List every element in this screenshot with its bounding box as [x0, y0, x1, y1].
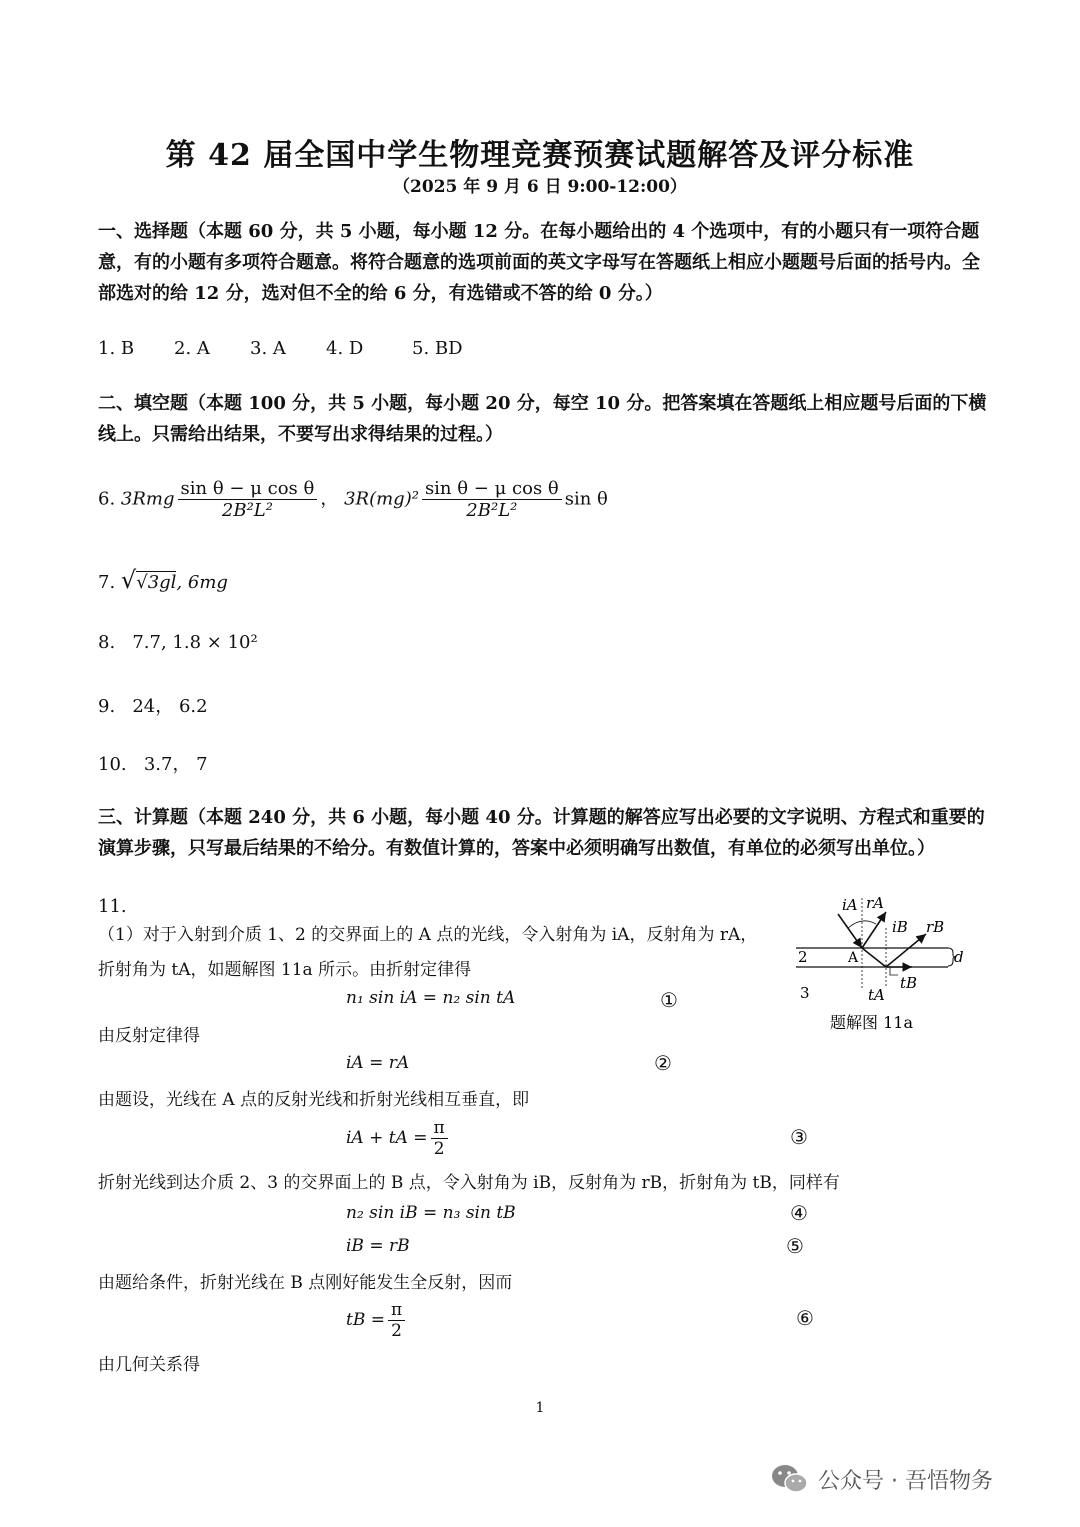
q6-a1-den: 2B²L² [221, 500, 273, 521]
q6-sep: ， [320, 488, 339, 510]
q6-a2-den: 2B²L² [466, 500, 518, 521]
section3-instructions: 三、计算题（本题 240 分，共 6 小题，每小题 40 分。计算题的解答应写出必要的文字说明、方程式和重要的演算步骤，只写最后结果的不给分。有数值计算的，答案中必须明确写出数值，有单位的必须写出单位。） [98, 807, 985, 859]
figure-11a [788, 888, 978, 1038]
answer-8 [98, 632, 258, 653]
q11-label: 11. [98, 896, 127, 917]
eq1: n₁ sin iA = n₂ sin tA [346, 988, 516, 1008]
right-angle-mark [890, 967, 898, 975]
eq1-number: ① [660, 988, 678, 1012]
label-ia: iA [842, 896, 858, 914]
eq5-number: ⑤ [786, 1234, 804, 1258]
refracted-ray-a [862, 948, 886, 967]
wechat-logo-icon [770, 1462, 810, 1500]
eq6-lhs: tB = [346, 1310, 385, 1330]
answer-6 [98, 478, 608, 521]
label-rb: rB [926, 918, 945, 936]
answer-7: 7. √√3gl, 6mg [98, 566, 228, 594]
label-medium-3: 3 [800, 984, 810, 1002]
answer-1: 1. B [98, 338, 135, 359]
q11-p2: 折射角为 tA，如题解图 11a 所示。由折射定律得 [98, 960, 472, 980]
answer-9 [98, 692, 208, 718]
q9-text: 24， 6.2 [132, 696, 208, 717]
q6-a1-coef: 3Rmg [120, 488, 175, 510]
eq5: iB = rB [346, 1236, 410, 1256]
label-tb: tB [900, 974, 918, 992]
label-d: d [954, 948, 964, 966]
page-subtitle: （2025 年 9 月 6 日 9:00-12:00） [393, 177, 687, 197]
label-medium-2: 2 [798, 948, 808, 966]
q11-p3: 由反射定律得 [98, 1026, 200, 1046]
q11-p1: （1）对于入射到介质 1、2 的交界面上的 A 点的光线，令入射角为 iA，反射角为 rA， [98, 925, 758, 945]
q9-label: 9. [98, 696, 116, 717]
q11-p6: 由题给条件，折射光线在 B 点刚好能发生全反射，因而 [98, 1273, 513, 1293]
page-number: 1 [535, 1400, 545, 1416]
q11-p7: 由几何关系得 [98, 1355, 200, 1375]
q7-label: 7. [98, 572, 116, 593]
eq4: n₂ sin iB = n₃ sin tB [346, 1203, 516, 1223]
q6-label: 6. [98, 488, 116, 510]
q8-text: 7.7, 1.8 × 10² [132, 632, 258, 653]
q10-label: 10. [98, 754, 127, 775]
q7-rest: , 6mg [176, 572, 228, 593]
eq3-lhs: iA + tA = [346, 1128, 428, 1148]
answer-3: 3. A [250, 338, 286, 359]
incident-ray [838, 914, 862, 948]
eq3-num: π [431, 1118, 448, 1139]
eq6 [346, 1300, 408, 1341]
eq6-num: π [388, 1300, 405, 1321]
eq3 [346, 1118, 451, 1159]
q7-radicand: √3gl [136, 572, 177, 593]
q11-p4: 由题设，光线在 A 点的反射光线和折射光线相互垂直，即 [98, 1090, 530, 1110]
section2-instructions: 二、填空题（本题 100 分，共 5 小题，每小题 20 分，每空 10 分。把答案填在答题纸上相应题号后面的下横线上。只需给出结果，不要写出求得结果的过程。） [98, 393, 987, 445]
page-title: 第 42 届全国中学生物理竞赛预赛试题解答及评分标准 [165, 138, 915, 173]
eq2: iA = rA [346, 1053, 410, 1073]
label-point-a: A [848, 950, 859, 966]
q10-text: 3.7， 7 [143, 754, 208, 775]
eq6-den: 2 [391, 1321, 402, 1341]
q6-a2-coef: 3R(mg)² [344, 488, 419, 510]
figure-caption: 题解图 11a [830, 1013, 913, 1032]
q6-a2-tail: sin θ [564, 488, 608, 510]
label-ib: iB [892, 918, 908, 936]
reflected-ray-b [886, 934, 926, 967]
label-ta: tA [868, 986, 885, 1004]
eq3-den: 2 [433, 1139, 445, 1159]
answer-10 [98, 750, 208, 776]
q6-a2-num: sin θ − μ cos θ [422, 478, 562, 500]
q8-label: 8. [98, 632, 116, 653]
eq3-number: ③ [790, 1125, 808, 1149]
section1-instructions: 一、选择题（本题 60 分，共 5 小题，每小题 12 分。在每小题给出的 4 个选项中，有的小题只有一项符合题意，有的小题有多项符合题意。将符合题意的选项前面的英文字母写在答题纸上相应小题题号后面的括号内。全部选对的给 12 分，选对但不全的给 6 分，有选错或不答的给 0 分。） [98, 221, 980, 304]
q11-p5: 折射光线到达介质 2、3 的交界面上的 B 点，令入射角为 iB，反射角为 rB，折射角为 tB，同样有 [98, 1173, 840, 1193]
watermark-text: 公众号 · 吾悟物务 [818, 1469, 993, 1494]
eq6-number: ⑥ [796, 1306, 814, 1330]
answer-2: 2. A [174, 338, 210, 359]
eq2-number: ② [654, 1051, 672, 1075]
answer-4: 4. D [326, 338, 364, 359]
label-ra: rA [866, 894, 885, 912]
reflected-ray-a [862, 912, 886, 948]
answer-5: 5. BD [412, 338, 463, 359]
eq4-number: ④ [790, 1201, 808, 1225]
q6-a1-num: sin θ − μ cos θ [178, 478, 318, 500]
